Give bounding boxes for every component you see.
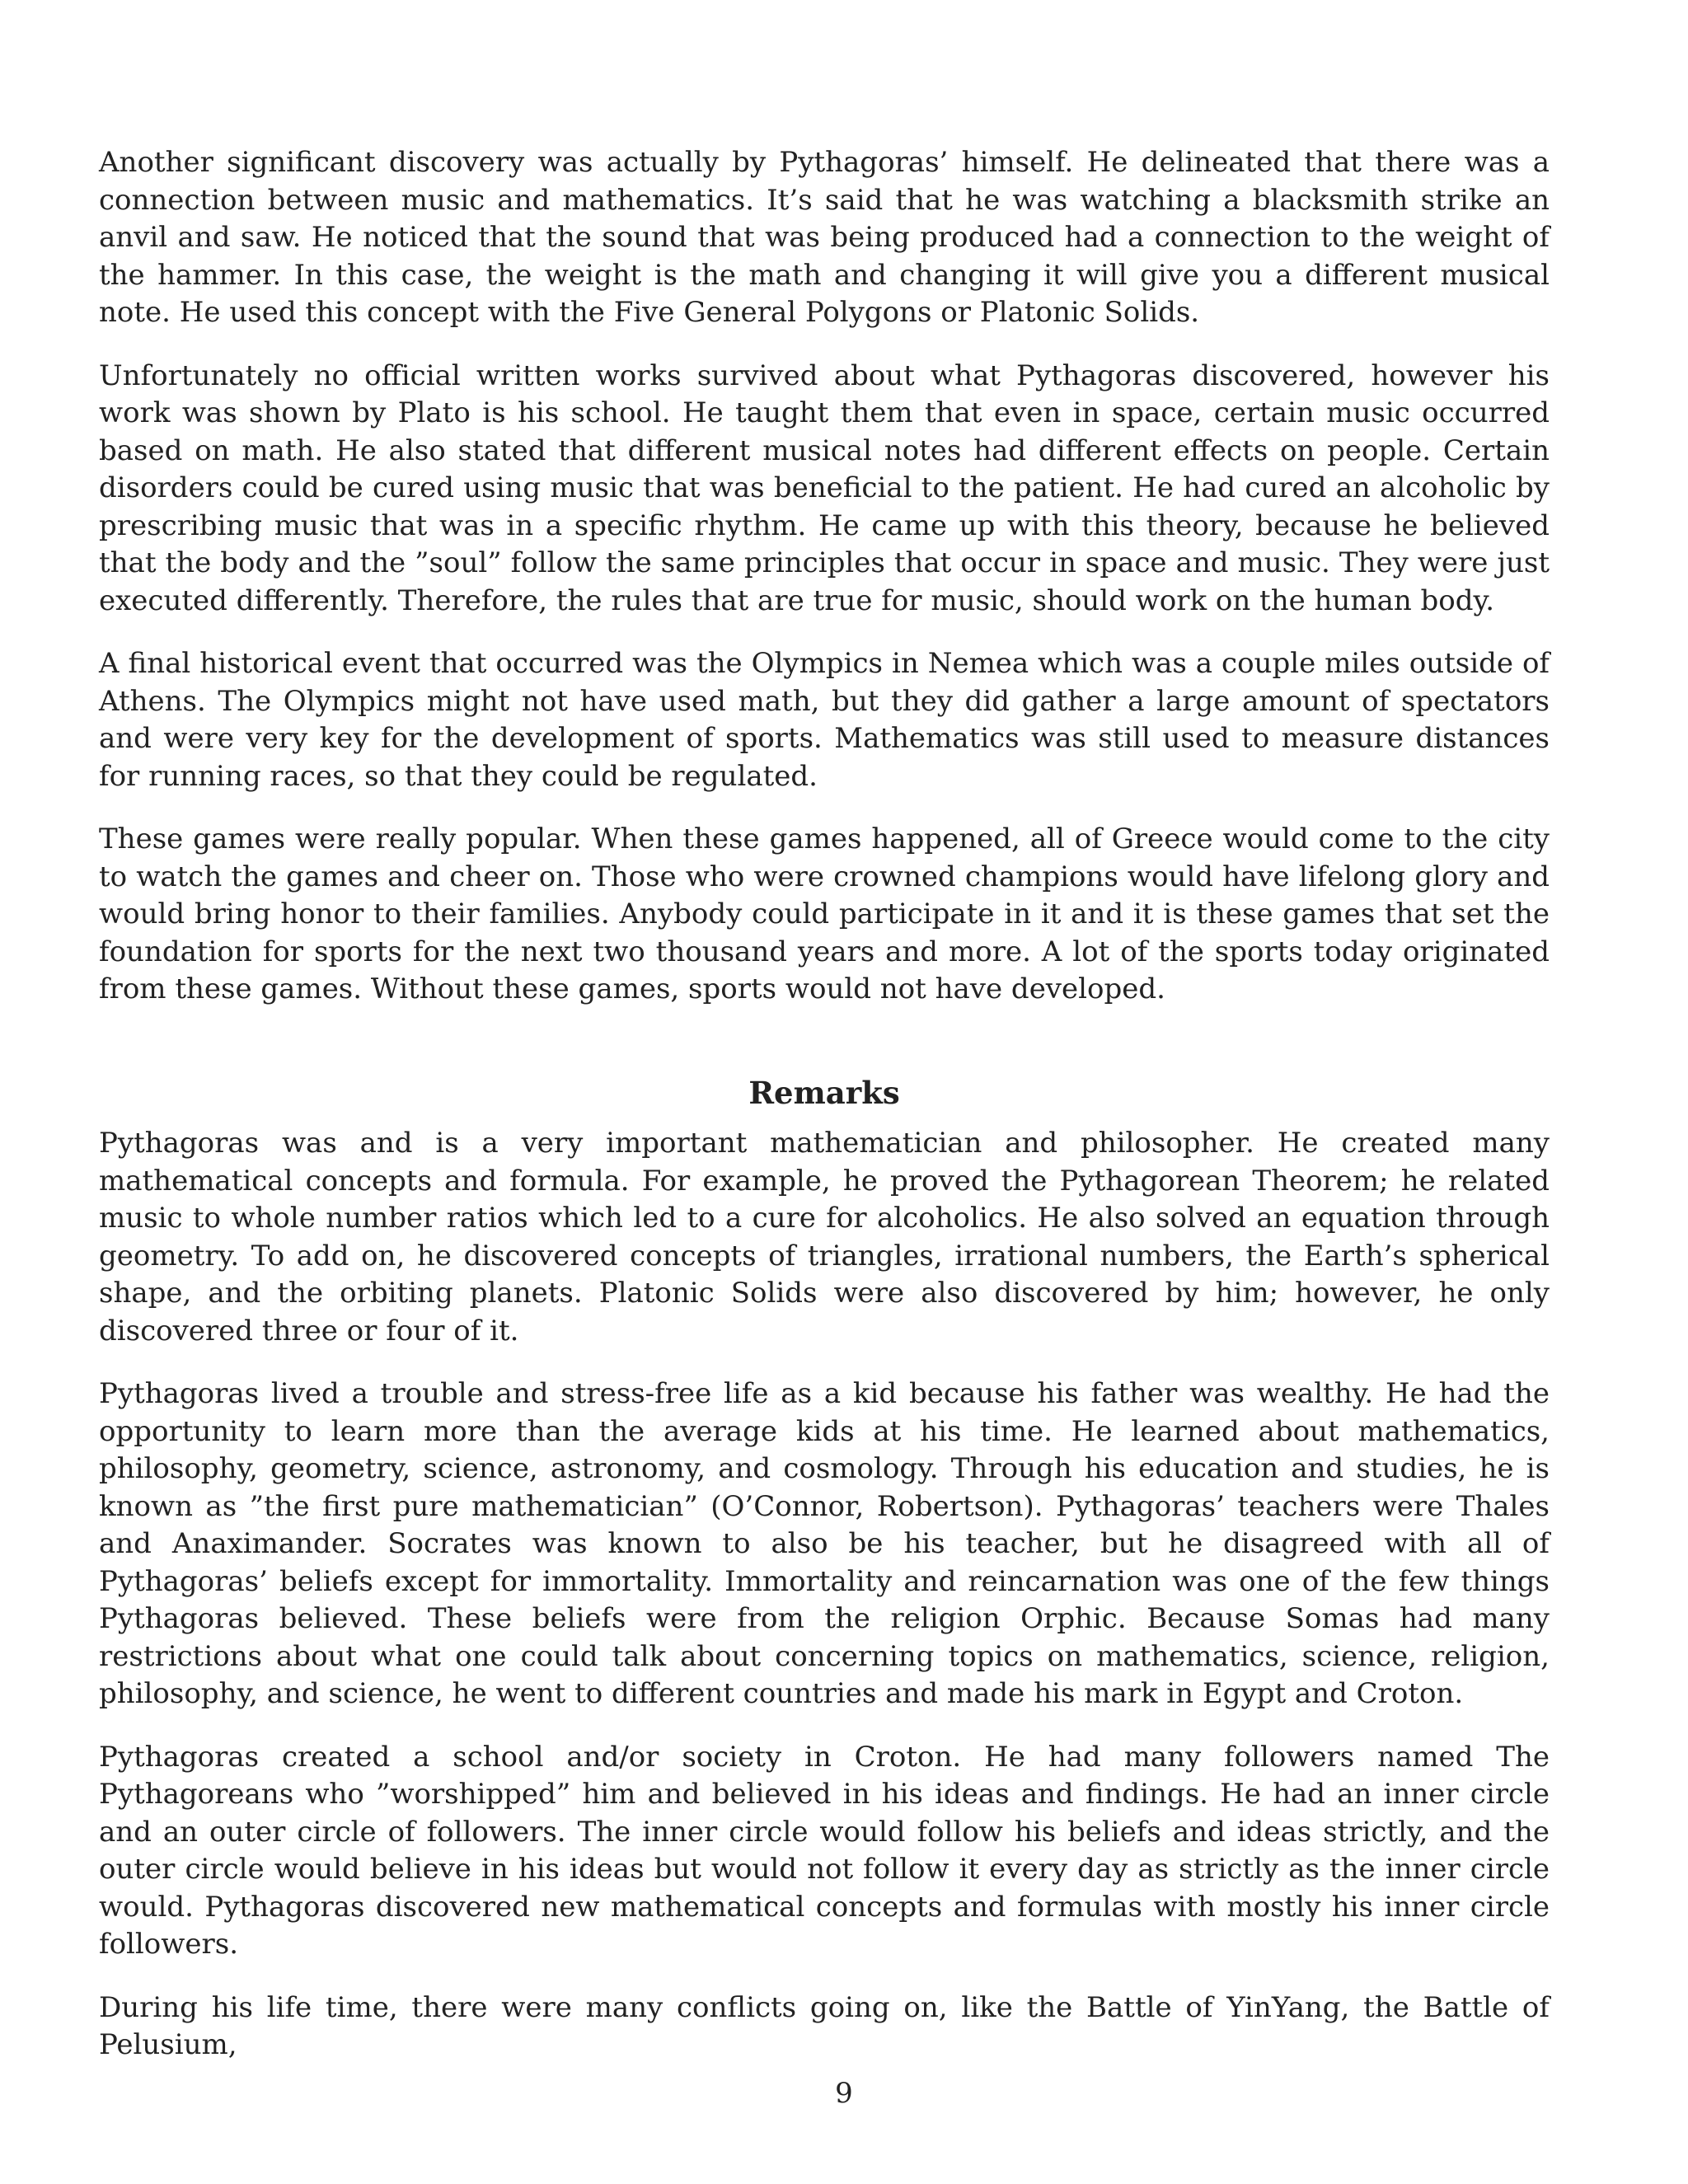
paragraph-olympics: A final historical event that occurred was the Olympics in Nemea which was a couple miles outside of Athens. The Olympics might not have used math, but they did gather a large amount of spectators and were very key for the development of sports. Mathematics was still used to measure distances for running races, so that they could be regulated. [99,647,1550,793]
paragraph-important-mathematician: Pythagoras was and is a very important mathematician and philosopher. He created many mathematical concepts and formula. For example, he proved the Pythagorean Theorem; he related music to whole number ratios which led to a cure for alcoholics. He also solved an equation through geometry. To add on, he discovered concepts of triangles, irrational numbers, the Earth’s spherical shape, and the orbiting planets. Platonic Solids were also discovered by him; however, he only discovered three or four of it. [99,1127,1550,1347]
paragraph-early-life: Pythagoras lived a trouble and stress-free life as a kid because his father was wealthy. He had the opportunity to learn more than the average kids at his time. He learned about mathematics, philosophy, geometry, science, astronomy, and cosmology. Through his education and studies, he is known as ”the first pure mathematician” (O’Connor, Robertson). Pythagoras’ teachers were Thales and Anaximander. Socrates was known to also be his teacher, but he disagreed with all of Pythagoras’ beliefs except for immortality. Immortality and reincarnation was one of the few things Pythagoras believed. These beliefs were from the religion Orphic. Because Somas had many restrictions about what one could talk about concerning topics on mathematics, science, religion, philosophy, and science, he went to different countries and made his mark in Egypt and Croton. [99,1377,1550,1710]
paragraph-games-popular: These games were really popular. When these games happened, all of Greece would come to the city to watch the games and cheer on. Those who were crowned champions would have lifelong glory and would bring honor to their families. Anybody could participate in it and it is these games that set the foundation for sports for the next two thousand years and more. A lot of the sports today originated from these games. Without these games, sports would not have developed. [99,823,1550,1005]
paragraph-school-croton: Pythagoras created a school and/or society in Croton. He had many followers named The Pythagoreans who ”worshipped” him and believed in his ideas and findings. He had an inner circle and an outer circle of followers. The inner circle would follow his beliefs and ideas strictly, and the outer circle would believe in his ideas but would not follow it every day as strictly as the inner circle would. Pythagoras discovered new mathematical concepts and formulas with mostly his inner circle followers. [99,1740,1550,1961]
paragraph-conflicts: During his life time, there were many conflicts going on, like the Battle of YinYang, the Battle of Pelusium, [99,1990,1550,2061]
body-section [99,144,1550,1009]
remarks-section [99,1125,1550,2064]
page-number: 9 [835,2077,853,2110]
paragraph-plato-school: Unfortunately no official written works survived about what Pythagoras discovered, however his work was shown by Plato is his school. He taught them that even in space, certain music occurred based on math. He also stated that different musical notes had different effects on people. Certain disorders could be cured using music that was beneficial to the patient. He had cured an alcoholic by prescribing music that was in a specific rhythm. He came up with this theory, because he believed that the body and the ”soul” follow the same principles that occur in space and music. They were just executed differently. Therefore, the rules that are true for music, should work on the human body. [99,359,1550,617]
remarks-heading: Remarks [748,1074,900,1111]
document-page [99,144,1550,2090]
paragraph-music-discovery: Another significant discovery was actually by Pythagoras’ himself. He delineated that there was a connection between music and mathematics. It’s said that he was watching a blacksmith strike an anvil and saw. He noticed that the sound that was being produced had a connection to the weight of the hammer. In this case, the weight is the math and changing it will give you a different musical note. He used this concept with the Five General Polygons or Platonic Solids. [99,146,1550,329]
